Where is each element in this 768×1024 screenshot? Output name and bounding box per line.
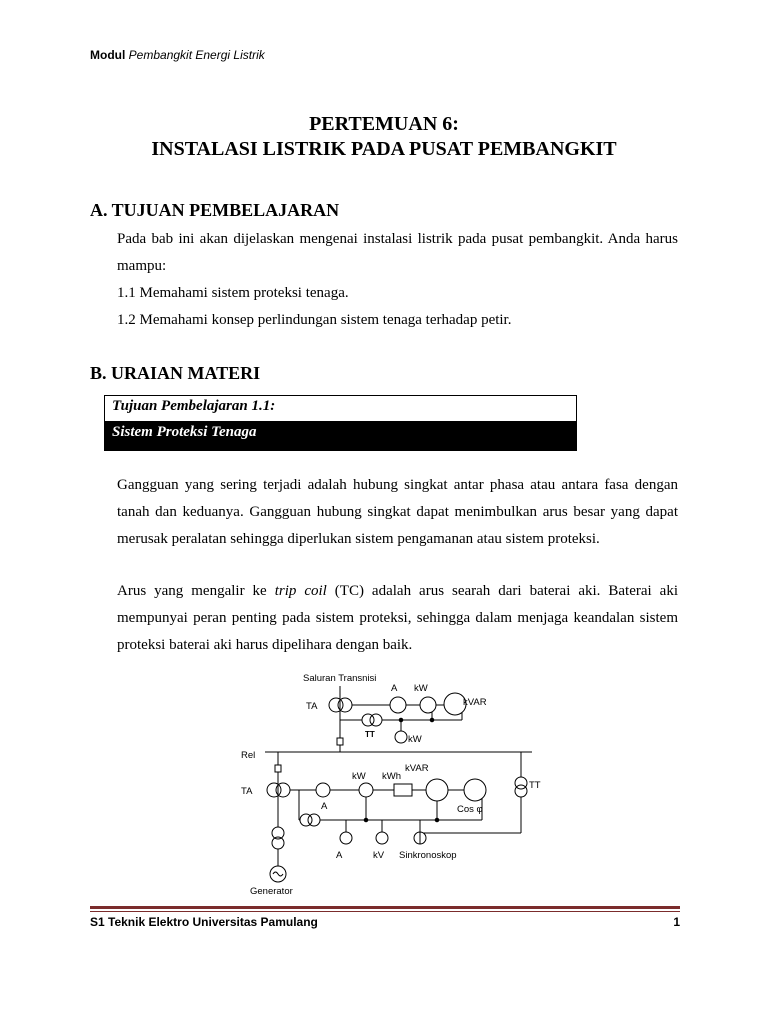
wattmeter-symbol xyxy=(420,697,436,713)
single-line-diagram xyxy=(230,665,550,900)
objective-item: 1.2 Memahami konsep perlindungan sistem tenaga terhadap petir. xyxy=(117,312,512,328)
objective-box-label: Tujuan Pembelajaran 1.1: xyxy=(112,398,276,414)
label-kwh-generator: kWh xyxy=(382,771,401,782)
junction-dot xyxy=(430,718,434,722)
label-kvar-line: kVAR xyxy=(463,697,487,708)
paragraph-text: Arus yang mengalir ke xyxy=(117,583,275,599)
generator-wave xyxy=(273,872,283,876)
junction-dot xyxy=(435,818,439,822)
footer-rule-thin xyxy=(90,911,680,912)
generator-branch xyxy=(267,752,290,882)
label-a-line: A xyxy=(391,683,398,694)
section-b-heading: B. URAIAN MATERI xyxy=(90,363,261,383)
varmeter-symbol xyxy=(426,779,448,801)
label-kw-generator: kW xyxy=(352,771,366,782)
page-title xyxy=(0,112,768,162)
objective-item: 1.1 Memahami sistem proteksi tenaga. xyxy=(117,285,349,301)
label-kvar-generator: kVAR xyxy=(405,763,429,774)
label-tt-line: TT xyxy=(365,730,375,739)
ammeter-symbol xyxy=(340,832,352,844)
label-saluran-transmisi: Saluran Transnisi xyxy=(303,673,377,684)
current-transformer-symbol xyxy=(308,814,320,826)
label-rel: Rel xyxy=(241,750,256,761)
current-transformer-symbol xyxy=(329,698,343,712)
junction-dot xyxy=(364,818,368,822)
voltmeter-symbol xyxy=(376,832,388,844)
label-tt-rel: TT xyxy=(529,780,541,791)
label-a-generator: A xyxy=(321,801,328,812)
learning-objective-box xyxy=(104,395,577,451)
label-kv-sync: kV xyxy=(373,850,385,861)
header-module-word: Modul xyxy=(90,48,126,62)
label-a-sync: A xyxy=(336,850,343,861)
label-kw-line-2: kW xyxy=(408,734,422,745)
kwh-meter-symbol xyxy=(394,784,412,796)
power-factor-meter-symbol xyxy=(464,779,486,801)
junction-dot xyxy=(399,718,403,722)
label-sinkronoskop: Sinkronoskop xyxy=(399,850,457,861)
label-cos-phi: Cos φ xyxy=(457,804,483,815)
page-number: 1 xyxy=(673,915,680,929)
breaker-symbol xyxy=(275,765,281,772)
paragraph-fault: Gangguan yang sering terjadi adalah hubung singkat antar phasa atau antara fasa dengan tanah dan keduanya. Gangguan hubung singkat dapat menimbulkan arus besar yang dapat merusak peralatan sehingga diperlukan sistem pengamanan atau sistem proteksi. xyxy=(117,477,678,547)
label-kw-line: kW xyxy=(414,683,428,694)
breaker-symbol xyxy=(337,738,343,745)
ammeter-symbol xyxy=(390,697,406,713)
paragraph-trip-coil xyxy=(117,578,678,659)
wattmeter-symbol xyxy=(395,731,407,743)
label-ta-line: TA xyxy=(306,701,318,712)
section-a-body xyxy=(117,226,678,334)
paragraph-italic-term: trip coil xyxy=(274,583,327,599)
footer-institution: S1 Teknik Elektro Universitas Pamulang xyxy=(90,915,318,929)
title-meeting: PERTEMUAN 6: xyxy=(309,113,459,135)
label-ta-generator: TA xyxy=(241,786,253,797)
intro-paragraph: Pada bab ini akan dijelaskan mengenai instalasi listrik pada pusat pembangkit. Anda harus mampu: xyxy=(117,231,678,274)
voltage-transformer-symbol xyxy=(370,714,382,726)
paragraph-text: (TC) adalah arus searah dari baterai aki. Baterai aki mempunyai peran penting pada sistem proteksi, sehingga dalam menjaga keandalan sistem proteksi baterai aki harus dipelihara dengan baik. xyxy=(117,583,678,653)
wattmeter-symbol xyxy=(359,783,373,797)
running-header xyxy=(90,47,265,63)
header-course-title: Pembangkit Energi Listrik xyxy=(128,48,265,62)
objective-box-topic: Sistem Proteksi Tenaga xyxy=(105,421,576,450)
label-generator: Generator xyxy=(250,886,293,897)
voltage-transformer-symbol xyxy=(515,785,527,797)
title-topic: INSTALASI LISTRIK PADA PUSAT PEMBANGKIT xyxy=(151,138,617,160)
ammeter-symbol xyxy=(316,783,330,797)
footer-rule-thick xyxy=(90,906,680,909)
transmission-feeder xyxy=(329,686,466,752)
section-a-heading: A. TUJUAN PEMBELAJARAN xyxy=(90,200,340,220)
current-transformer-symbol xyxy=(267,783,281,797)
